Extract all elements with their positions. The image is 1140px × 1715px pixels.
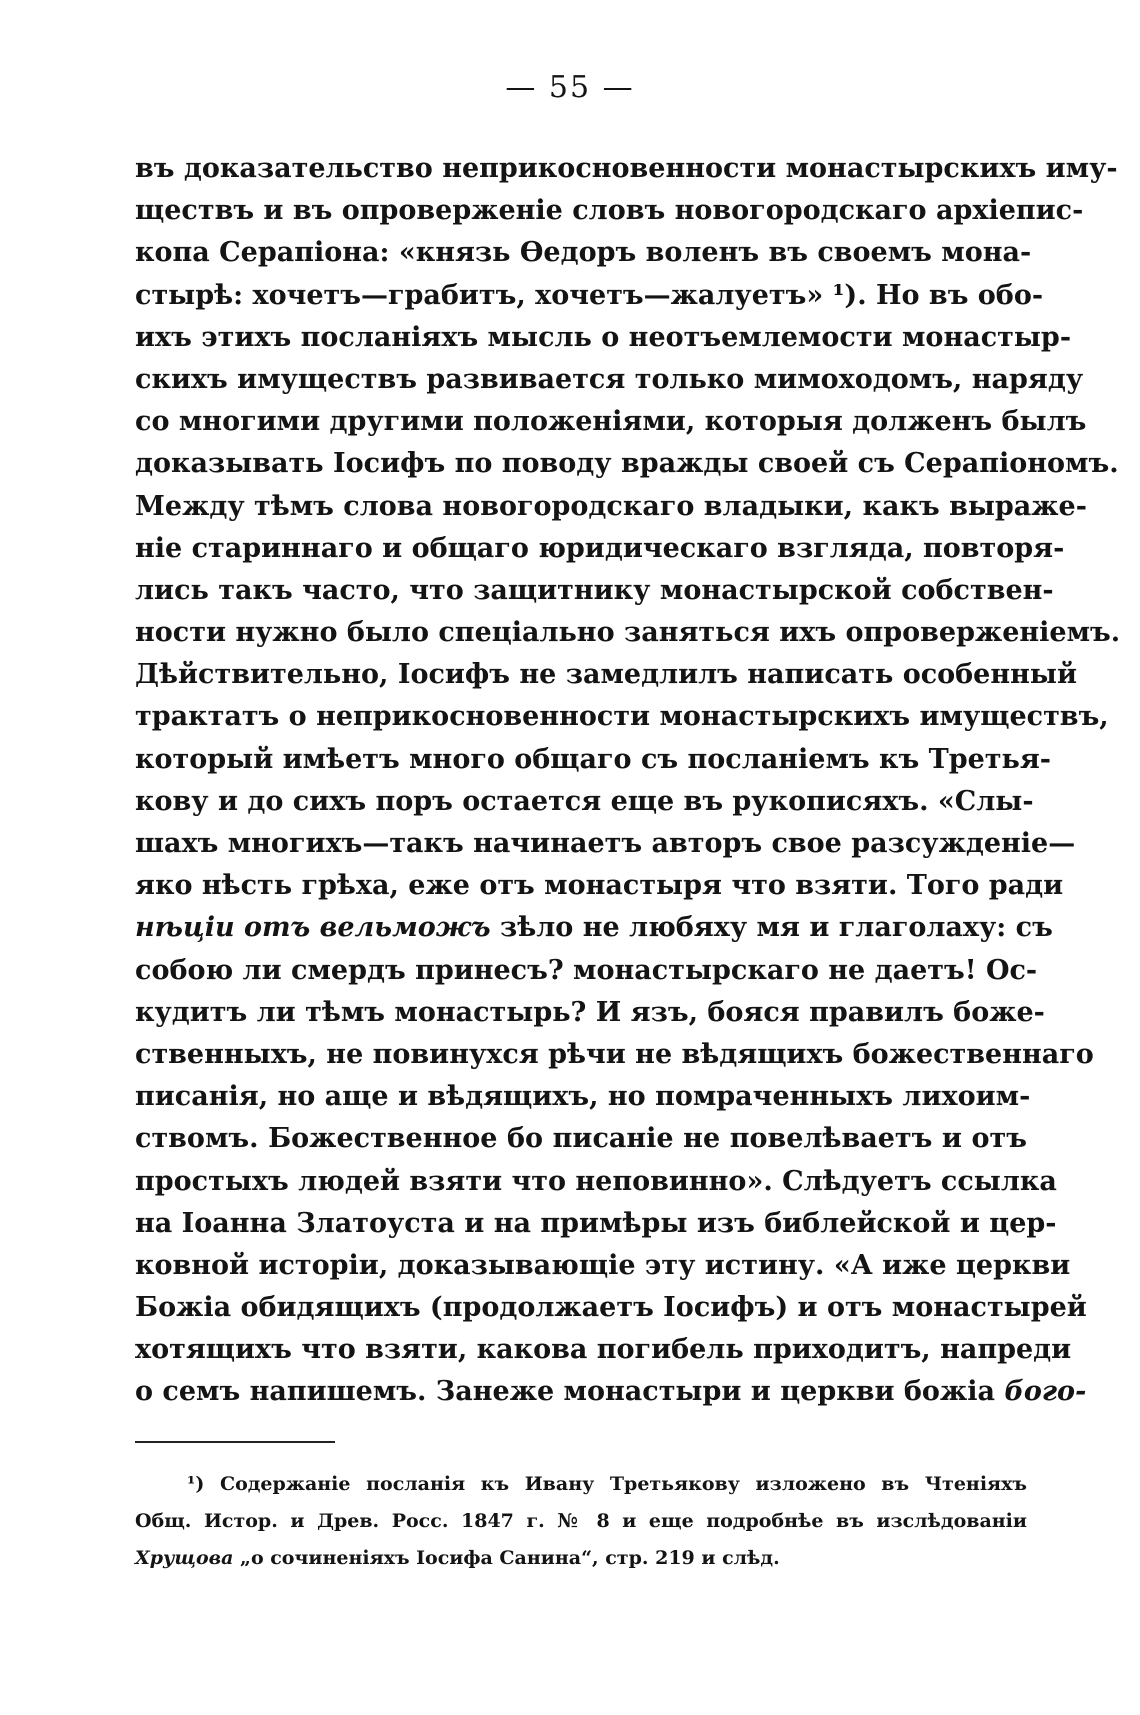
text-line: доказывать Іосифъ по поводу вражды своей съ Серапіономъ.: [135, 448, 1119, 480]
text-fragment: о семъ напишемъ. Занеже монастыри и церкви божіа: [135, 1376, 1005, 1408]
text-line: со многими другими положеніями, которыя долженъ былъ: [135, 406, 1087, 438]
text-fragment: зѣло не любяху мя и глаголаху: съ: [490, 912, 1053, 944]
footnote: [135, 1466, 1027, 1577]
italic-phrase: бого-: [1004, 1376, 1087, 1408]
italic-phrase: нѣціи отъ вельможъ: [135, 912, 491, 944]
text-line: хотящихъ что взяти, какова погибель приходитъ, напреди: [135, 1334, 1072, 1366]
text-line: Дѣйствительно, Іосифъ не замедлилъ написать особенный: [135, 659, 1077, 691]
text-line: который имѣетъ много общаго съ посланіемъ къ Третья-: [135, 743, 1051, 775]
text-line: въ доказательство неприкосновенности монастырскихъ иму-: [135, 153, 1118, 184]
text-line: [135, 1371, 1087, 1413]
body-text: [135, 148, 1121, 1414]
text-line: писанія, но аще и вѣдящихъ, но помраченныхъ лихоим-: [135, 1081, 1031, 1113]
italic-phrase: Хрущова: [135, 1547, 234, 1569]
text-line: собою ли смердъ принесъ? монастырскаго не даетъ! Ос-: [135, 954, 1038, 986]
text-line: Между тѣмъ слова новогородскаго владыки, какъ выраже-: [135, 490, 1087, 522]
footnote-line: ¹) Содержаніе посланія къ Ивану Третьякову изложено въ Чтеніяхъ: [187, 1473, 1027, 1495]
footnote-divider: [135, 1441, 335, 1443]
footnote-line: Общ. Истор. и Древ. Росс. 1847 г. № 8 и еще подробнѣе въ изслѣдованіи: [135, 1510, 1027, 1532]
text-line: кову и до сихъ поръ остается еще въ рукописяхъ. «Слы-: [135, 785, 1034, 817]
text-line: простыхъ людей взяти что неповинно». Слѣдуетъ ссылка: [135, 1165, 1057, 1197]
text-line: ственныхъ, не повинухся рѣчи не вѣдящихъ божественнаго: [135, 1038, 1094, 1070]
footnote-line: [135, 1540, 1027, 1577]
text-line: трактатъ о неприкосновенности монастырскихъ имуществъ,: [135, 701, 1109, 733]
text-line: копа Серапіона: «князь Ѳедоръ воленъ въ своемъ мона-: [135, 237, 1032, 269]
text-line: ществъ и въ опроверженіе словъ новогородскаго архіепис-: [135, 195, 1084, 227]
text-line: шахъ многихъ—такъ начинаетъ авторъ свое разсужденіе—: [135, 828, 1076, 859]
page-number: — 55 —: [505, 70, 635, 105]
text-line: ніе стариннаго и общаго юридическаго взгляда, повторя-: [135, 532, 1065, 564]
text-line: Божіа обидящихъ (продолжаетъ Іосифъ) и отъ монастырей: [135, 1292, 1087, 1324]
text-line: скихъ имуществъ развивается только мимоходомъ, наряду: [135, 363, 1084, 395]
text-line: [135, 907, 1053, 949]
text-fragment: „о сочиненіяхъ Іосифа Санина“, стр. 219 и слѣд.: [233, 1547, 780, 1569]
text-line: на Іоанна Златоуста и на примѣры изъ библейской и цер-: [135, 1207, 1057, 1239]
text-line: кудитъ ли тѣмъ монастырь? И язъ, бояся правилъ боже-: [135, 996, 1045, 1028]
text-line: ковной исторіи, доказывающіе эту истину. «А иже церкви: [135, 1249, 1071, 1281]
text-line: ности нужно было спеціально заняться ихъ опроверженіемъ.: [135, 617, 1121, 649]
text-line: стырѣ: хочетъ—грабитъ, хочетъ—жалуетъ» ¹). Но въ обо-: [135, 279, 1044, 311]
text-line: ихъ этихъ посланіяхъ мысль о неотъемлемости монастыр-: [135, 321, 1072, 353]
text-line: яко нѣсть грѣха, еже отъ монастыря что взяти. Того ради: [135, 870, 1064, 902]
text-line: лись такъ часто, что защитнику монастырской собствен-: [135, 574, 1054, 606]
text-line: ствомъ. Божественное бо писаніе не повелѣваетъ и отъ: [135, 1123, 1027, 1155]
